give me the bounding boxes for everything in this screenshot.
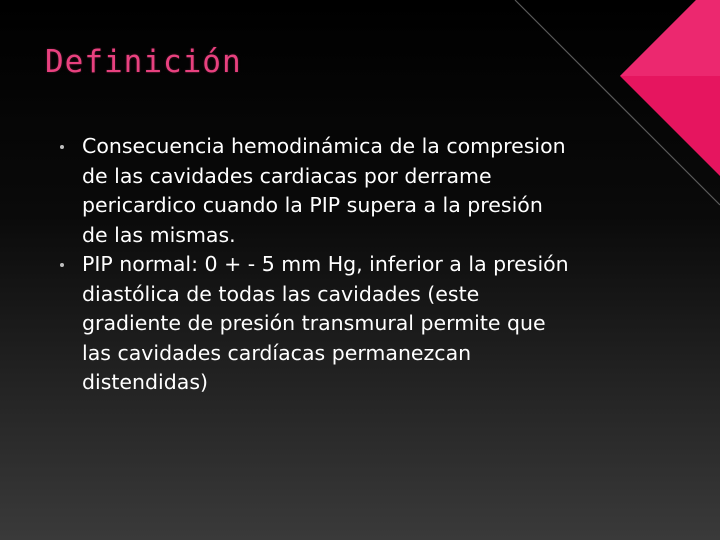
bullet-line: de las mismas.: [82, 222, 236, 247]
bullet-dot-icon: [60, 145, 64, 149]
bullet-line: pericardico cuando la PIP supera a la presión: [82, 193, 543, 217]
bullet-item: [60, 132, 620, 250]
bullet-line: PIP normal: 0 + - 5 mm Hg, inferior a la presión: [82, 252, 569, 276]
pink-diamond-highlight: [620, 0, 720, 76]
bullet-line: Consecuencia hemodinámica de la compresion: [82, 134, 566, 158]
bullet-line: distendidas): [82, 370, 208, 394]
bullet-item: [60, 250, 620, 398]
bullet-dot-icon: [60, 263, 64, 267]
bullet-line: gradiente de presión transmural permite que: [82, 311, 546, 335]
bullet-line: diastólica de todas las cavidades (este: [82, 281, 480, 306]
bullet-line: las cavidades cardíacas permanezcan: [82, 340, 472, 365]
bullet-list: [60, 132, 620, 398]
slide-title: Definición: [45, 44, 242, 80]
bullet-line: de las cavidades cardiacas por derrame: [82, 163, 492, 188]
